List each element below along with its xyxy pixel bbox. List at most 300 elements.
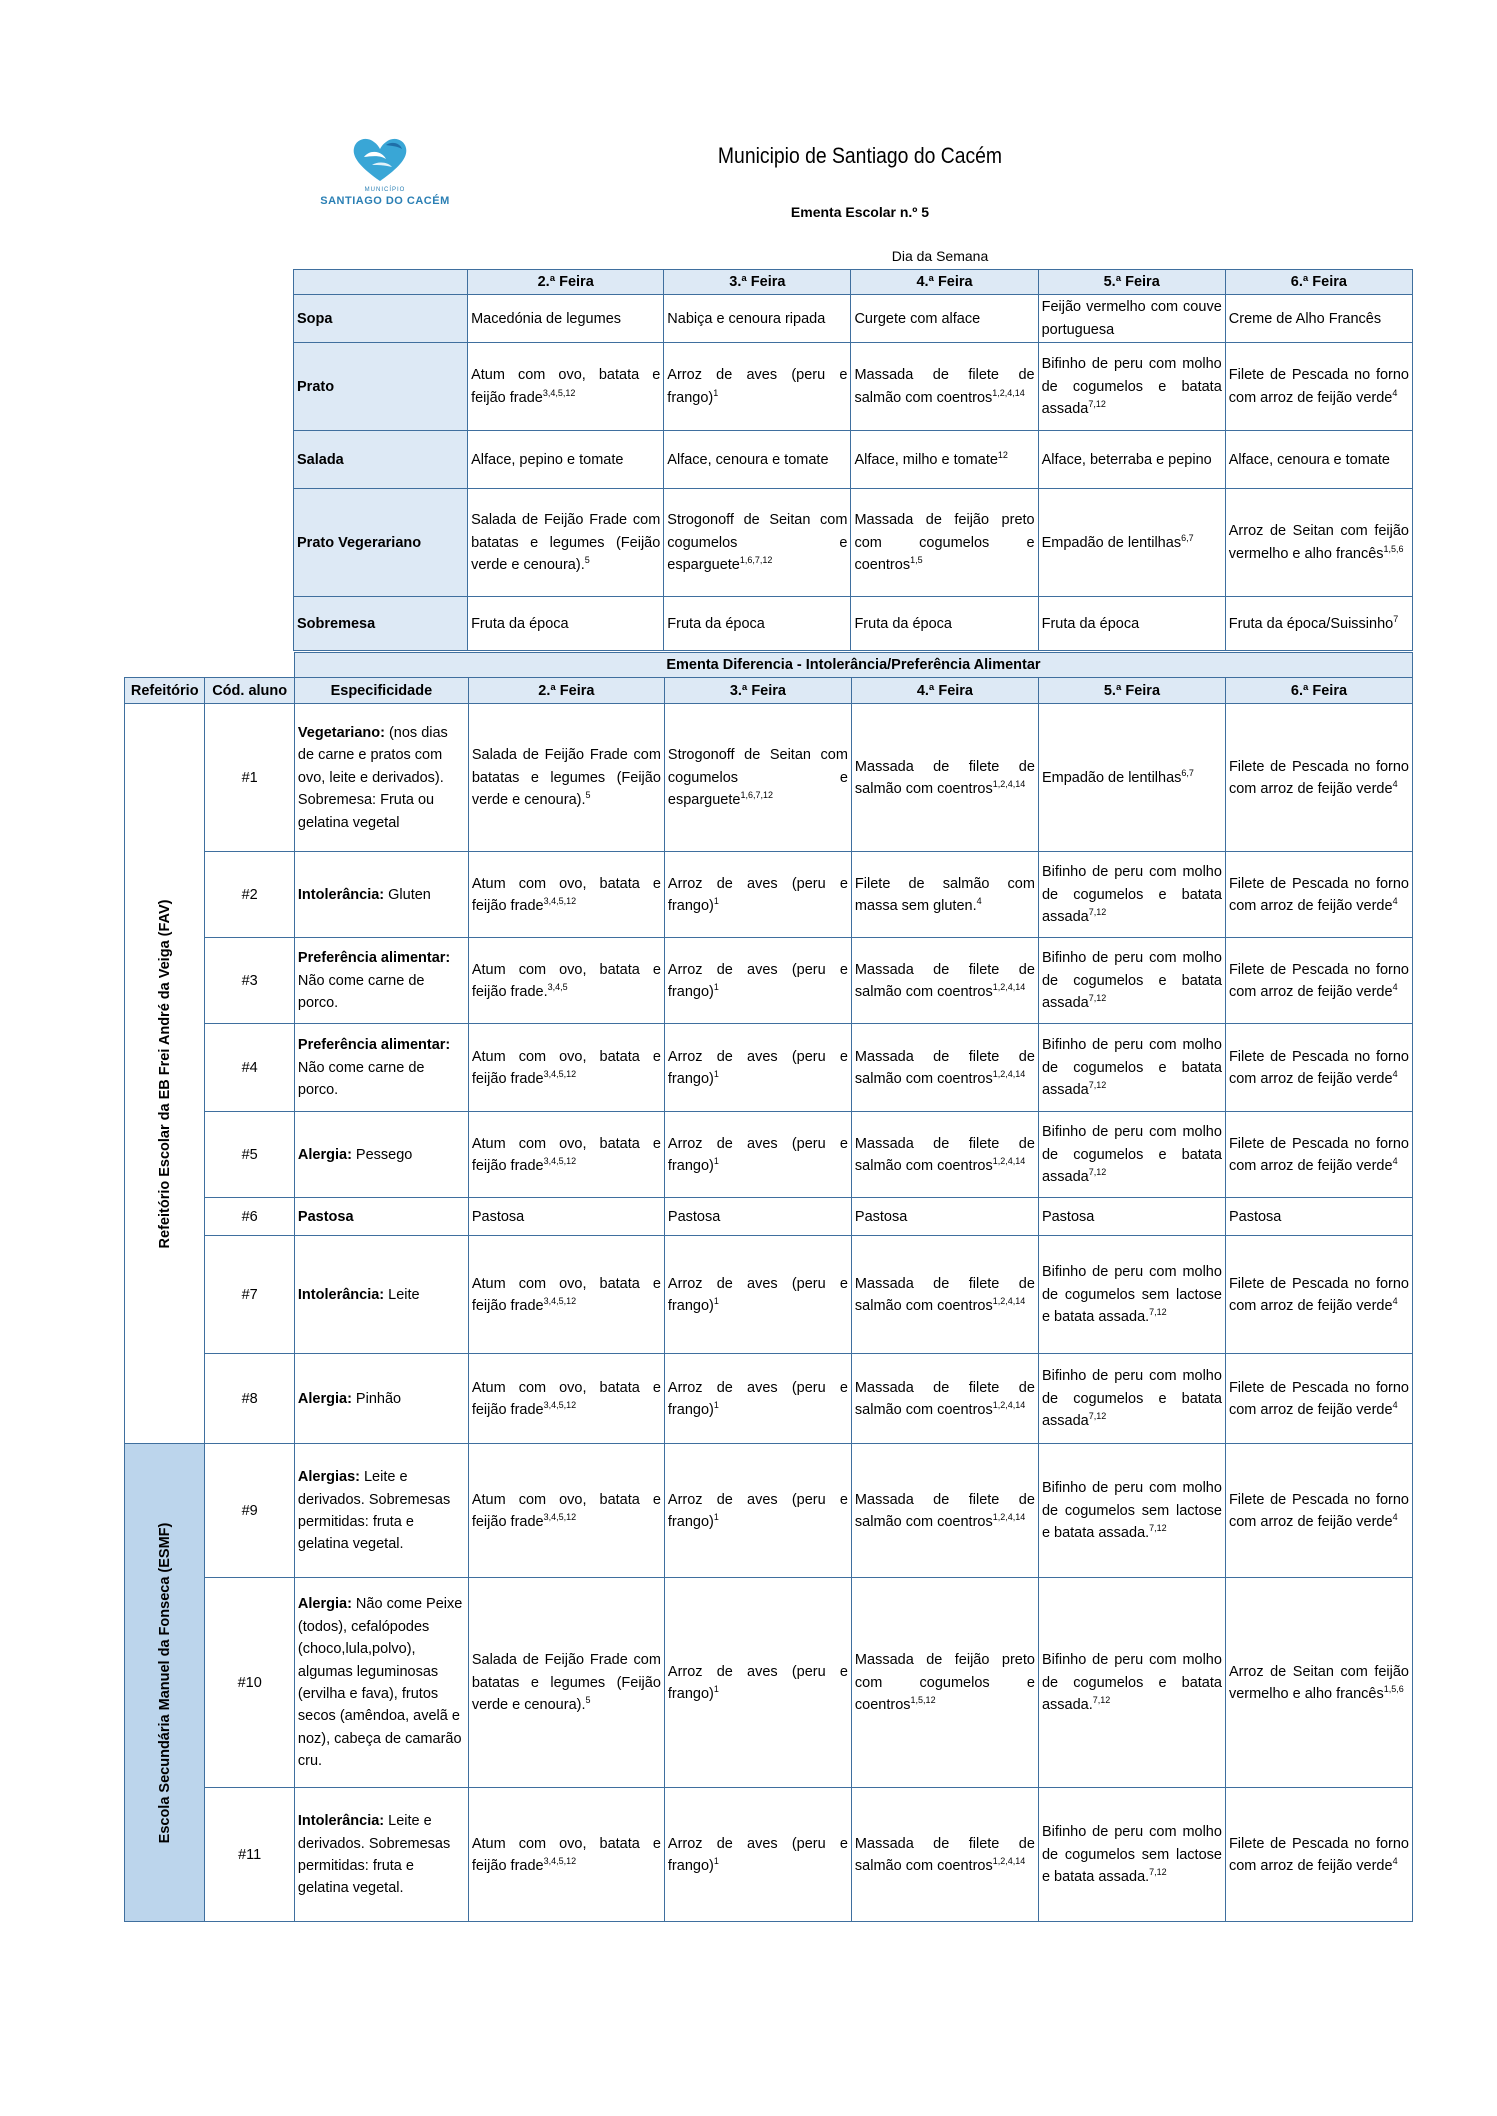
dish-text: Alface, cenoura e tomate (667, 451, 829, 468)
specificity-type: Intolerância: (297, 886, 385, 903)
allergen-codes: 4 (1392, 982, 1398, 993)
diet-cell (1225, 1236, 1412, 1354)
allergen-codes: 3,4,5 (547, 982, 568, 993)
dish-text: Massada de filete de salmão com coentros (854, 961, 1035, 1000)
diet-cell (468, 1354, 664, 1444)
menu-row-label: Prato Vegerariano (294, 489, 468, 597)
diet-cell (664, 1444, 851, 1578)
diet-cell (851, 1444, 1038, 1578)
allergen-codes: 7,12 (1088, 907, 1107, 918)
menu-row (294, 343, 1413, 431)
allergen-codes: 7,12 (1149, 1307, 1167, 1318)
student-specificity (294, 1236, 468, 1354)
allergen-codes: 3,4,5,12 (543, 1069, 577, 1080)
diet-banner: Ementa Diferencia - Intolerância/Preferência Alimentar (294, 653, 1412, 678)
allergen-codes: 4 (1392, 1156, 1398, 1167)
dish-text: Macedónia de legumes (471, 310, 622, 327)
student-row (125, 1198, 1413, 1236)
allergen-codes: 3,4,5,12 (543, 1512, 577, 1523)
student-row (125, 1112, 1413, 1198)
dish-text: Arroz de aves (peru e frango) (667, 1835, 848, 1874)
dish-text: Massada de filete de salmão com coentros (854, 758, 1035, 797)
menu-cell (664, 597, 851, 651)
allergen-codes: 4 (1392, 1512, 1398, 1523)
allergen-codes: 1,5,6 (1383, 544, 1404, 555)
diet-cell (851, 852, 1038, 938)
student-code: #10 (205, 1578, 294, 1788)
dish-text: Massada de filete de salmão com coentros (854, 367, 1035, 406)
allergen-codes: 1 (713, 1856, 719, 1867)
allergen-codes: 1,5,12 (910, 1695, 936, 1706)
diet-cell (664, 938, 851, 1024)
menu-row (294, 597, 1413, 651)
dish-text: Alface, beterraba e pepino (1041, 451, 1212, 468)
week-caption: Dia da Semana (891, 248, 989, 264)
menu-cell (664, 295, 851, 343)
dish-text: Atum com ovo, batata e feijão frade (471, 1275, 661, 1314)
diet-cell (1225, 938, 1412, 1024)
allergen-codes: 1 (713, 1156, 719, 1167)
menu-row (294, 431, 1413, 489)
allergen-codes: 3,4,5,12 (543, 1400, 577, 1411)
allergen-codes: 1,6,7,12 (740, 790, 773, 801)
logo-text-top: MUNICÍPIO (364, 187, 406, 193)
dish-text: Filete de Pescada no forno com arroz de feijão verde (1228, 1835, 1409, 1874)
menu-cell (664, 431, 851, 489)
allergen-codes: 1 (713, 1512, 719, 1523)
diet-cell (1225, 1112, 1412, 1198)
dish-text: Feijão vermelho com couve portuguesa (1041, 299, 1222, 338)
student-specificity (294, 1112, 468, 1198)
special-diet-table (124, 652, 1413, 1922)
menu-cell (1225, 597, 1412, 651)
allergen-codes: 7,12 (1149, 1523, 1167, 1534)
menu-header-empty (294, 270, 468, 295)
student-code: #6 (205, 1198, 294, 1236)
allergen-codes: 1 (713, 896, 719, 907)
dish-text: Arroz de aves (peru e frango) (667, 1491, 848, 1530)
day-header: 4.ª Feira (851, 270, 1038, 295)
banner-spacer (125, 653, 295, 678)
dish-text: Bifinho de peru com molho de cogumelos e batata assada. (1041, 1652, 1222, 1714)
dish-text: Atum com ovo, batata e feijão frade (471, 1491, 661, 1530)
diet-cell (664, 852, 851, 938)
diet-cell (1038, 1112, 1225, 1198)
menu-row-label: Salada (294, 431, 468, 489)
col-student-code: Cód. aluno (205, 678, 294, 704)
student-row (125, 852, 1413, 938)
student-row (125, 938, 1413, 1024)
dish-text: Massada de filete de salmão com coentros (854, 1379, 1035, 1418)
specificity-detail: Gluten (384, 886, 431, 903)
diet-cell (851, 1354, 1038, 1444)
dish-text: Bifinho de peru com molho de cogumelos e batata assada (1041, 1368, 1222, 1430)
dish-text: Curgete com alface (854, 310, 981, 327)
school-label-esmf (125, 1444, 205, 1922)
dish-text: Arroz de Seitan com feijão vermelho e alho francês (1228, 1663, 1409, 1702)
dish-text: Massada de filete de salmão com coentros (854, 1275, 1035, 1314)
diet-cell (664, 1236, 851, 1354)
student-code: #9 (205, 1444, 294, 1578)
dish-text: Fruta da época (471, 615, 569, 632)
allergen-codes: 12 (997, 449, 1008, 460)
dish-text: Bifinho de peru com molho de cogumelos e batata assada (1041, 1037, 1222, 1099)
menu-cell (468, 597, 664, 651)
specificity-detail: Leite e derivados. Sobremesas permitidas: fruta e gelatina vegetal. (297, 1813, 451, 1897)
allergen-codes: 1,2,4,14 (992, 388, 1025, 399)
dish-text: Filete de salmão com massa sem gluten. (854, 875, 1035, 914)
diet-cell (1225, 1578, 1412, 1788)
dish-text: Massada de filete de salmão com coentros (854, 1135, 1035, 1174)
diet-cell (1225, 1354, 1412, 1444)
allergen-codes: 4 (1392, 1069, 1398, 1080)
student-specificity (294, 1198, 468, 1236)
allergen-codes: 7,12 (1088, 1411, 1107, 1422)
specificity-detail: Leite (384, 1286, 420, 1303)
menu-row-label: Sobremesa (294, 597, 468, 651)
dish-text: Arroz de aves (peru e frango) (667, 1275, 848, 1314)
weekly-menu-table (293, 269, 1413, 651)
allergen-codes: 7,12 (1149, 1867, 1167, 1878)
day-header: 2.ª Feira (468, 270, 664, 295)
student-code: #2 (205, 852, 294, 938)
allergen-codes: 1 (713, 1400, 719, 1411)
allergen-codes: 3,4,5,12 (543, 896, 577, 907)
dish-text: Arroz de aves (peru e frango) (667, 1048, 848, 1087)
allergen-codes: 4 (976, 896, 982, 907)
diet-cell (1038, 1444, 1225, 1578)
diet-cell (468, 938, 664, 1024)
dish-text: Atum com ovo, batata e feijão frade (471, 1048, 661, 1087)
allergen-codes: 1 (713, 388, 719, 399)
diet-cell (1038, 1788, 1225, 1922)
col-specificity: Especificidade (294, 678, 468, 704)
allergen-codes: 5 (584, 555, 590, 566)
diet-cell (851, 1198, 1038, 1236)
specificity-type: Intolerância: (297, 1813, 385, 1830)
day-header: 2.ª Feira (468, 678, 664, 704)
diet-cell (468, 1024, 664, 1112)
menu-cell (664, 489, 851, 597)
allergen-codes: 7,12 (1088, 993, 1107, 1004)
allergen-codes: 1,2,4,14 (992, 779, 1026, 790)
allergen-codes: 7,12 (1088, 1167, 1107, 1178)
specificity-detail: Pessego (351, 1146, 413, 1163)
dish-text: Empadão de lentilhas (1041, 769, 1182, 786)
day-header: 5.ª Feira (1038, 270, 1225, 295)
municipality-logo (310, 135, 460, 215)
student-row (125, 1236, 1413, 1354)
specificity-type: Pastosa (297, 1208, 354, 1225)
allergen-codes: 4 (1392, 388, 1398, 399)
allergen-codes: 1,2,4,14 (992, 1296, 1026, 1307)
school-name: Refeitório Escolar da EB Frei André da Veiga (FAV) (156, 899, 173, 1249)
allergen-codes: 1 (713, 1069, 719, 1080)
diet-cell (851, 938, 1038, 1024)
dish-text: Arroz de aves (peru e frango) (667, 875, 848, 914)
dish-text: Fruta da época/Suissinho (1228, 615, 1394, 632)
allergen-codes: 6,7 (1181, 767, 1194, 778)
diet-cell (1038, 1236, 1225, 1354)
dish-text: Arroz de aves (peru e frango) (667, 961, 848, 1000)
dish-text: Bifinho de peru com molho de cogumelos e batata assada (1041, 356, 1222, 418)
allergen-codes: 3,4,5,12 (542, 388, 576, 399)
day-header: 3.ª Feira (664, 270, 851, 295)
diet-cell (851, 704, 1038, 852)
diet-cell (1038, 1198, 1225, 1236)
specificity-detail: (nos dias de carne e pratos com ovo, leite e derivados). Sobremesa: Fruta ou gelatina vegetal (297, 724, 448, 831)
dish-text: Bifinho de peru com molho de cogumelos e batata assada (1041, 950, 1222, 1012)
student-row (125, 1024, 1413, 1112)
diet-cell (1038, 704, 1225, 852)
specificity-type: Alergia: (297, 1146, 352, 1163)
allergen-codes: 1 (713, 1296, 719, 1307)
menu-cell (1225, 295, 1412, 343)
specificity-type: Preferência alimentar: (297, 1037, 451, 1054)
dish-text: Arroz de aves (peru e frango) (667, 1379, 848, 1418)
allergen-codes: 1,6,7,12 (739, 555, 773, 566)
student-row (125, 1444, 1413, 1578)
menu-cell (851, 431, 1038, 489)
dish-text: Filete de Pescada no forno com arroz de feijão verde (1228, 367, 1409, 406)
menu-cell (1225, 431, 1412, 489)
day-header: 4.ª Feira (851, 678, 1038, 704)
allergen-codes: 7,12 (1092, 1695, 1111, 1706)
allergen-codes: 5 (585, 1695, 591, 1706)
menu-cell (468, 431, 664, 489)
student-specificity (294, 938, 468, 1024)
student-code: #3 (205, 938, 294, 1024)
allergen-codes: 4 (1392, 1856, 1398, 1867)
allergen-codes: 1,2,4,14 (992, 1856, 1026, 1867)
diet-cell (1225, 1198, 1412, 1236)
dish-text: Salada de Feijão Frade com batatas e legumes (Feijão verde e cenoura). (471, 1652, 661, 1714)
allergen-codes: 1,5,6 (1383, 1684, 1404, 1695)
day-header: 6.ª Feira (1225, 270, 1412, 295)
dish-text: Filete de Pescada no forno com arroz de feijão verde (1228, 1048, 1409, 1087)
student-code: #4 (205, 1024, 294, 1112)
student-row (125, 1354, 1413, 1444)
allergen-codes: 6,7 (1181, 532, 1194, 543)
allergen-codes: 4 (1392, 779, 1398, 790)
student-specificity (294, 1444, 468, 1578)
diet-banner-row (125, 653, 1413, 678)
student-code: #11 (205, 1788, 294, 1922)
allergen-codes: 3,4,5,12 (543, 1856, 577, 1867)
student-code: #7 (205, 1236, 294, 1354)
diet-cell (1038, 1024, 1225, 1112)
specificity-type: Preferência alimentar: (297, 950, 451, 967)
dish-text: Filete de Pescada no forno com arroz de feijão verde (1228, 875, 1409, 914)
student-specificity (294, 852, 468, 938)
dish-text: Filete de Pescada no forno com arroz de feijão verde (1228, 1275, 1409, 1314)
allergen-codes: 7,12 (1088, 1080, 1107, 1091)
specificity-type: Alergia: (297, 1596, 352, 1613)
diet-cell (1225, 852, 1412, 938)
menu-row-label: Prato (294, 343, 468, 431)
dish-text: Bifinho de peru com molho de cogumelos e batata assada (1041, 864, 1222, 926)
menu-cell (1038, 295, 1225, 343)
diet-cell (468, 1112, 664, 1198)
menu-cell (851, 343, 1038, 431)
student-row (125, 704, 1413, 852)
diet-cell (664, 1354, 851, 1444)
dish-text: Nabiça e cenoura ripada (667, 310, 826, 327)
diet-cell (468, 1198, 664, 1236)
day-header: 5.ª Feira (1038, 678, 1225, 704)
dish-text: Filete de Pescada no forno com arroz de feijão verde (1228, 1135, 1409, 1174)
menu-cell (1038, 597, 1225, 651)
dish-text: Massada de filete de salmão com coentros (854, 1048, 1035, 1087)
dish-text: Salada de Feijão Frade com batatas e legumes (Feijão verde e cenoura). (471, 512, 661, 574)
dish-text: Alface, milho e tomate (854, 451, 998, 468)
dish-text: Pastosa (471, 1208, 525, 1225)
dish-text: Fruta da época (667, 615, 765, 632)
menu-cell (468, 343, 664, 431)
logo-text-name: SANTIAGO DO CACÉM (320, 195, 450, 207)
student-specificity (294, 1354, 468, 1444)
allergen-codes: 1 (713, 1684, 719, 1695)
heart-logo-icon (350, 135, 410, 183)
dish-text: Atum com ovo, batata e feijão frade (471, 1379, 661, 1418)
specificity-detail: Não come Peixe (todos), cefalópodes (choco,lula,polvo), algumas leguminosas (ervilha e fava), frutos secos (amêndoa, avelã e noz), cabeça de camarão cru. (297, 1596, 463, 1770)
diet-cell (468, 704, 664, 852)
diet-cell (1038, 938, 1225, 1024)
specificity-type: Alergia: (297, 1390, 352, 1407)
allergen-codes: 1 (713, 982, 719, 993)
diet-cell (664, 1578, 851, 1788)
dish-text: Alface, cenoura e tomate (1228, 451, 1390, 468)
dish-text: Creme de Alho Francês (1228, 310, 1382, 327)
menu-number: Ementa Escolar n.º 5 (790, 204, 930, 220)
diet-cell (1038, 1354, 1225, 1444)
dish-text: Fruta da época (854, 615, 952, 632)
diet-cell (664, 1198, 851, 1236)
student-code: #5 (205, 1112, 294, 1198)
dish-text: Pastosa (1228, 1208, 1282, 1225)
diet-cell (468, 852, 664, 938)
allergen-codes: 1,2,4,14 (992, 1069, 1026, 1080)
allergen-codes: 4 (1392, 896, 1398, 907)
diet-cell (1038, 852, 1225, 938)
student-specificity (294, 704, 468, 852)
diet-cell (851, 1236, 1038, 1354)
student-code: #8 (205, 1354, 294, 1444)
menu-cell (664, 343, 851, 431)
menu-cell (851, 489, 1038, 597)
page-title: Municipio de Santiago do Cacém (717, 143, 1003, 168)
dish-text: Alface, pepino e tomate (471, 451, 624, 468)
diet-cell (1225, 1024, 1412, 1112)
dish-text: Atum com ovo, batata e feijão frade (471, 1835, 661, 1874)
specificity-detail: Pinhão (351, 1390, 402, 1407)
dish-text: Filete de Pescada no forno com arroz de feijão verde (1228, 758, 1409, 797)
diet-cell (851, 1788, 1038, 1922)
dish-text: Fruta da época (1041, 615, 1140, 632)
diet-cell (851, 1024, 1038, 1112)
menu-cell (851, 597, 1038, 651)
allergen-codes: 1,2,4,14 (992, 1156, 1026, 1167)
diet-cell (468, 1788, 664, 1922)
diet-header-row (125, 678, 1413, 704)
allergen-codes: 7,12 (1088, 399, 1106, 410)
student-row (125, 1788, 1413, 1922)
menu-cell (468, 489, 664, 597)
specificity-type: Alergias: (297, 1469, 360, 1486)
menu-row (294, 295, 1413, 343)
dish-text: Bifinho de peru com molho de cogumelos e batata assada (1041, 1124, 1222, 1186)
diet-cell (664, 1024, 851, 1112)
allergen-codes: 7 (1393, 613, 1399, 624)
dish-text: Pastosa (667, 1208, 721, 1225)
menu-cell (1225, 489, 1412, 597)
dish-text: Arroz de aves (peru e frango) (667, 1663, 848, 1702)
allergen-codes: 1,2,4,14 (992, 982, 1026, 993)
dish-text: Atum com ovo, batata e feijão frade (471, 1135, 661, 1174)
diet-cell (1038, 1578, 1225, 1788)
dish-text: Arroz de Seitan com feijão vermelho e alho francês (1228, 523, 1409, 562)
diet-cell (851, 1112, 1038, 1198)
menu-cell (1225, 343, 1412, 431)
specificity-detail: Leite e derivados. Sobremesas permitidas: fruta e gelatina vegetal. (297, 1469, 451, 1553)
dish-text: Pastosa (1041, 1208, 1095, 1225)
menu-header-row (294, 270, 1413, 295)
student-row (125, 1578, 1413, 1788)
specificity-type: Intolerância: (297, 1286, 385, 1303)
allergen-codes: 3,4,5,12 (543, 1296, 577, 1307)
specificity-type: Vegetariano: (297, 724, 385, 741)
menu-cell (1038, 343, 1225, 431)
menu-cell (1038, 489, 1225, 597)
allergen-codes: 4 (1392, 1296, 1398, 1307)
school-name: Escola Secundária Manuel da Fonseca (ESMF) (156, 1522, 173, 1844)
diet-cell (1225, 1444, 1412, 1578)
student-specificity (294, 1024, 468, 1112)
allergen-codes: 1,2,4,14 (992, 1512, 1026, 1523)
diet-cell (1225, 704, 1412, 852)
specificity-detail: Não come carne de porco. (297, 1059, 425, 1099)
dish-text: Bifinho de peru com molho de cogumelos sem lactose e batata assada. (1041, 1824, 1222, 1886)
dish-text: Filete de Pescada no forno com arroz de feijão verde (1228, 1491, 1409, 1530)
allergen-codes: 1,5 (910, 555, 923, 566)
allergen-codes: 3,4,5,12 (543, 1156, 577, 1167)
student-specificity (294, 1788, 468, 1922)
dish-text: Atum com ovo, batata e feijão frade (471, 875, 661, 914)
student-specificity (294, 1578, 468, 1788)
allergen-codes: 5 (585, 790, 591, 801)
menu-cell (851, 295, 1038, 343)
dish-text: Bifinho de peru com molho de cogumelos sem lactose e batata assada. (1041, 1264, 1222, 1326)
dish-text: Massada de feijão preto com cogumelos e coentros (854, 1652, 1035, 1714)
dish-text: Bifinho de peru com molho de cogumelos sem lactose e batata assada. (1041, 1480, 1222, 1542)
diet-cell (851, 1578, 1038, 1788)
allergen-codes: 4 (1392, 1400, 1398, 1411)
dish-text: Massada de filete de salmão com coentros (854, 1491, 1035, 1530)
diet-cell (468, 1578, 664, 1788)
diet-cell (664, 704, 851, 852)
day-header: 3.ª Feira (664, 678, 851, 704)
dish-text: Strogonoff de Seitan com cogumelos e esparguete (667, 512, 848, 574)
dish-text: Filete de Pescada no forno com arroz de feijão verde (1228, 1379, 1409, 1418)
dish-text: Arroz de aves (peru e frango) (667, 1135, 848, 1174)
specificity-detail: Não come carne de porco. (297, 972, 425, 1012)
dish-text: Strogonoff de Seitan com cogumelos e esparguete (667, 747, 848, 809)
menu-cell (468, 295, 664, 343)
diet-cell (664, 1788, 851, 1922)
dish-text: Empadão de lentilhas (1041, 534, 1182, 551)
dish-text: Massada de feijão preto com cogumelos e coentros (854, 512, 1035, 574)
dish-text: Atum com ovo, batata e feijão frade. (471, 961, 661, 1000)
